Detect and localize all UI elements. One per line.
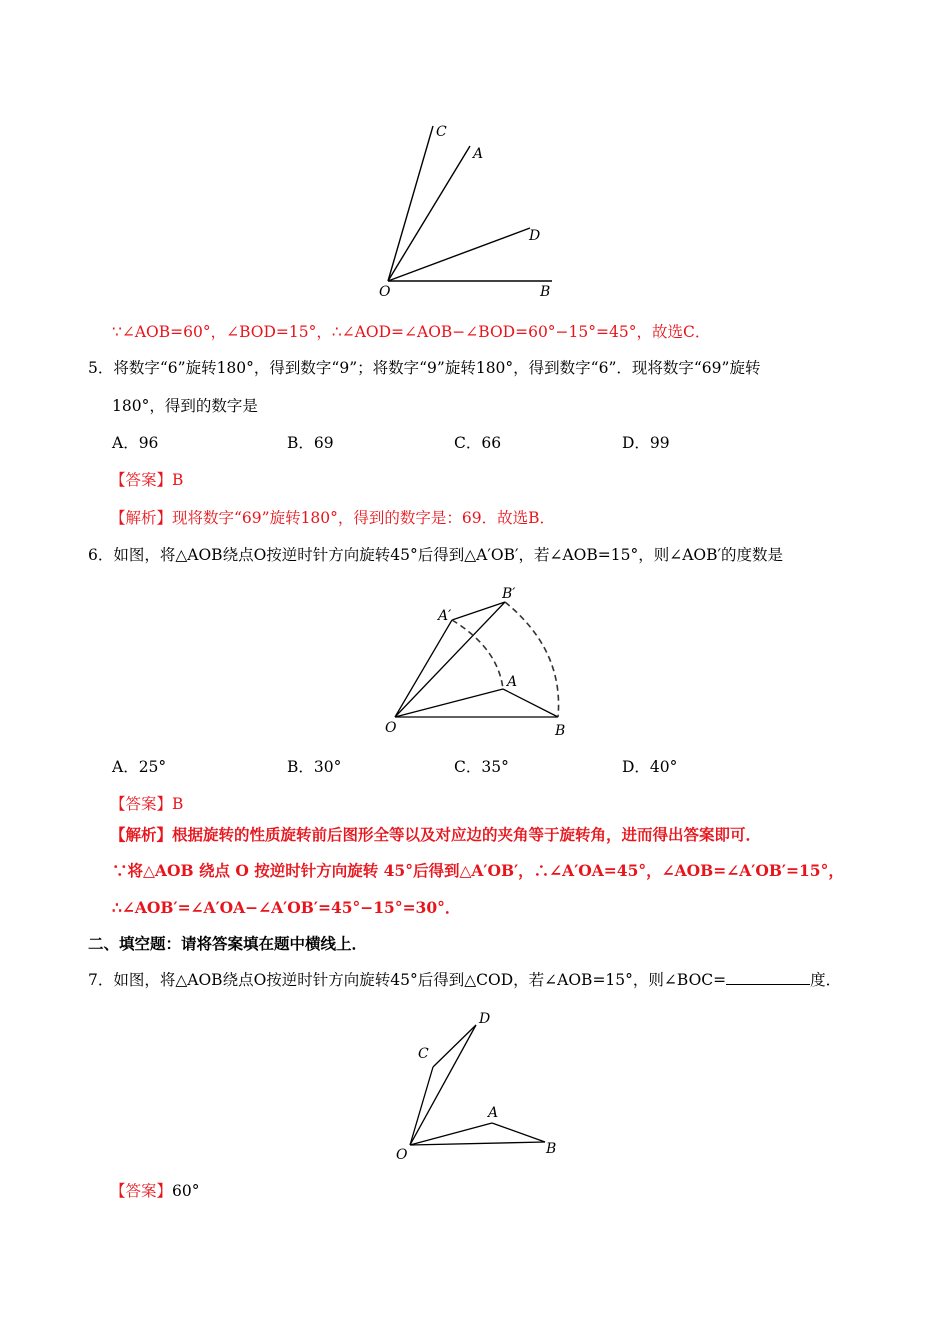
label-o: O xyxy=(385,720,397,736)
q5-option-c: C．66 xyxy=(454,434,502,452)
q6-option-c: C．35° xyxy=(454,758,509,776)
q6-answer: 【答案】B xyxy=(110,795,184,813)
q7-stem-text: 7．如图，将△AOB绕点O按逆时针方向旋转45°后得到△COD，若∠AOB=15°，则∠BOC= xyxy=(88,971,727,989)
seg-ab xyxy=(492,1123,545,1142)
q7-answer-blank xyxy=(726,970,810,985)
label-b-prime: B′ xyxy=(502,586,516,602)
label-a: A xyxy=(488,1105,499,1121)
seg-ab xyxy=(503,689,558,717)
label-d: D xyxy=(479,1011,491,1027)
label-c: C xyxy=(418,1046,429,1062)
q6-analysis-line3: ∴∠AOB′=∠A′OA−∠A′OB′=45°−15°=30°． xyxy=(112,898,461,917)
seg-cd xyxy=(433,1025,476,1067)
ray-od xyxy=(388,228,530,281)
q7-answer-prefix: 【答案】 xyxy=(110,1182,173,1200)
q6-analysis-line1: 【解析】根据旋转的性质旋转前后图形全等以及对应边的夹角等于旋转角，进而得出答案即可． xyxy=(110,825,762,844)
seg-od xyxy=(410,1025,476,1145)
q5-stem-line2: 180°，得到的数字是 xyxy=(112,397,258,415)
label-a: A xyxy=(507,674,518,690)
q7-answer xyxy=(110,1181,200,1201)
seg-oc xyxy=(410,1067,433,1145)
q5-analysis: 【解析】现将数字“69”旋转180°，得到的数字是：69．故选B． xyxy=(110,509,556,527)
figure-angle-cad xyxy=(370,118,570,308)
q6-option-d: D．40° xyxy=(622,758,678,776)
label-o: O xyxy=(379,284,391,300)
section-fill-in-heading: 二、填空题：请将答案填在题中横线上． xyxy=(88,934,368,953)
q6-option-b: B．30° xyxy=(287,758,342,776)
q5-option-d: D．99 xyxy=(622,434,670,452)
ray-oa xyxy=(388,146,470,281)
figure-rotation-triangle xyxy=(378,580,578,745)
solution-q4: ∵∠AOB=60°，∠BOD=15°，∴∠AOD=∠AOB−∠BOD=60°−15°=45°，故选C． xyxy=(112,323,711,341)
ray-oc xyxy=(388,126,433,281)
q6-analysis-line2: ∵将△AOB 绕点 O 按逆时针方向旋转 45°后得到△A′OB′，∴∠A′OA=45°，∠AOB=∠A′OB′=15°， xyxy=(112,861,844,880)
label-b: B xyxy=(540,284,551,300)
q7-answer-value: 60° xyxy=(172,1182,200,1200)
figure-cod-aob xyxy=(388,1005,568,1165)
q5-answer: 【答案】B xyxy=(110,471,184,489)
label-o: O xyxy=(396,1147,408,1163)
q6-option-a: A．25° xyxy=(112,758,167,776)
label-c: C xyxy=(436,124,447,140)
seg-oa xyxy=(410,1123,492,1145)
seg-oa1 xyxy=(395,620,452,717)
label-b: B xyxy=(555,723,566,739)
q5-option-b: B．69 xyxy=(287,434,334,452)
arc-b-b1 xyxy=(505,602,559,717)
seg-oa xyxy=(395,689,503,717)
q5-stem-line1: 5．将数字“6”旋转180°，得到数字“9”；将数字“9”旋转180°，得到数字“6”．现将数字“69”旋转 xyxy=(88,359,761,377)
seg-ob xyxy=(410,1142,545,1145)
q7-stem xyxy=(88,970,841,990)
label-d: D xyxy=(529,228,541,244)
label-b: B xyxy=(546,1141,557,1157)
q5-option-a: A．96 xyxy=(112,434,159,452)
label-a-prime: A′ xyxy=(438,608,452,624)
q6-stem: 6．如图，将△AOB绕点O按逆时针方向旋转45°后得到△A′OB′，若∠AOB=15°，则∠AOB′的度数是 xyxy=(88,546,784,564)
label-a: A xyxy=(473,146,484,162)
q7-stem-suffix: 度． xyxy=(810,971,842,989)
